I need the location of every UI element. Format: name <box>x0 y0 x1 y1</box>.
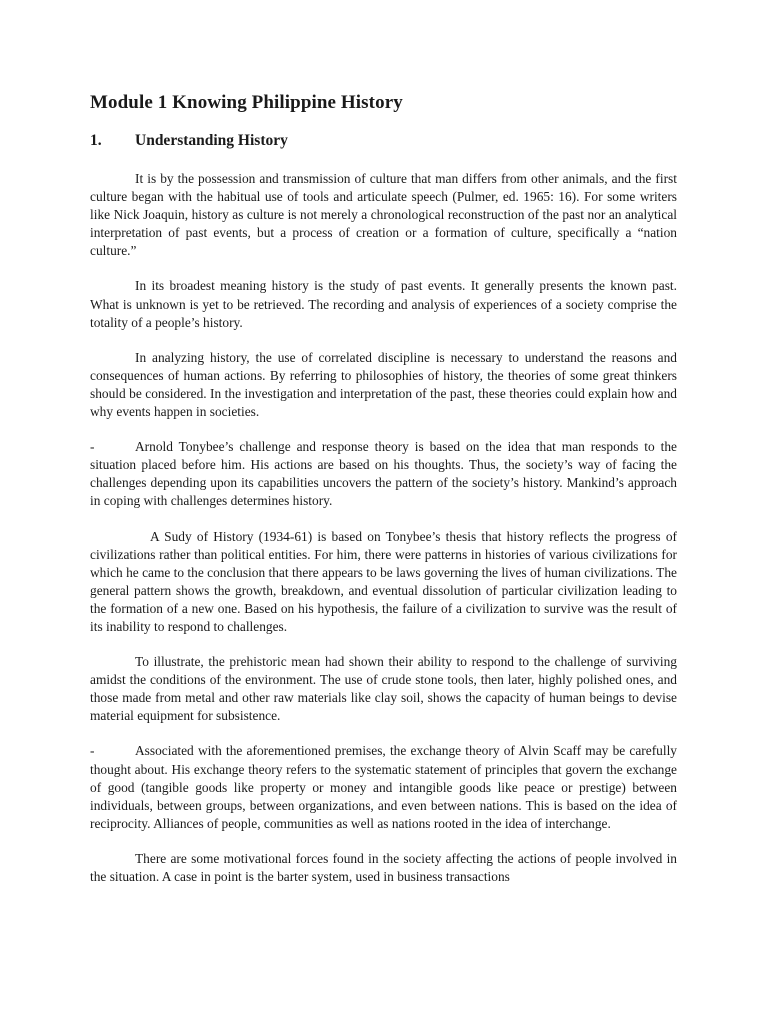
module-title: Module 1 Knowing Philippine History <box>90 92 403 113</box>
bullet-dash: - <box>90 743 95 759</box>
paragraph-study-of-history: A Sudy of History (1934-61) is based on Tonybee’s thesis that history reflects the progress of civilizations rather than political entities. For him, there were patterns in histories of various civilizations for which he came to the conclusion that there appears to be laws governing the lives of human civilizations. The general pattern shows the growth, breakdown, and eventual dissolution of particular civilization leading to the formation of a new one. Based on his hypothesis, the failure of a civilization to survive was the result of its inability to respond to challenges. <box>90 528 677 634</box>
section-title: Understanding History <box>135 132 288 149</box>
paragraph-broadest-meaning: In its broadest meaning history is the study of past events. It generally presents the known past. What is unknown is yet to be retrieved. The recording and analysis of experiences of a society comprise the totality of a people’s history. <box>90 278 677 330</box>
bullet-dash: - <box>90 439 95 455</box>
paragraph-motivational-forces: There are some motivational forces found in the society affecting the actions of people involved in the situation. A case in point is the barter system, used in business transactions <box>90 850 677 884</box>
paragraph-prehistoric: To illustrate, the prehistoric mean had shown their ability to respond to the challenge of surviving amidst the conditions of the environment. The use of crude stone tools, then later, highly polished ones, and those made from metal and other raw materials like clay soil, shows the capacity of human beings to devise material equipment for subsistence. <box>90 654 677 724</box>
paragraph-text: Arnold Tonybee’s challenge and response theory is based on the idea that man responds to the situation placed before him. His actions are based on his thoughts. Thus, the society’s way of facing the challenges depending upon its capabilities uncovers the pattern of the society’s history. Mankind’s approach in coping with challenges determines history. <box>90 439 677 509</box>
paragraph-analyzing-history: In analyzing history, the use of correlated discipline is necessary to understand the reasons and consequences of human actions. By referring to philosophies of history, the theories of some great thinkers should be considered. In the investigation and interpretation of the past, these theories could explain how and why events happen in societies. <box>90 349 677 420</box>
paragraph-exchange-theory <box>90 742 677 832</box>
paragraph-culture: It is by the possession and transmission of culture that man differs from other animals, and the first culture began with the habitual use of tools and articulate speech (Pulmer, ed. 1965: 16). For some writers like Nick Joaquin, history as culture is not merely a chronological reconstruction of the past nor an analytical interpretation of past events, but a process of creation or a formation of culture, specifically a “nation culture.” <box>90 171 677 259</box>
section-number: 1. <box>90 132 102 149</box>
paragraph-text: Associated with the aforementioned premises, the exchange theory of Alvin Scaff may be carefully thought about. His exchange theory refers to the systematic statement of principles that govern the exchange of good (tangible goods like property or money and intangible goods like peace or prestige) between individuals, between groups, between organizations, and even between nations. This is based on the idea of reciprocity. Alliances of people, communities as well as nations rooted in the idea of interchange. <box>90 743 677 831</box>
section-heading <box>90 132 677 150</box>
document-page <box>90 92 677 903</box>
paragraph-toynbee-theory <box>90 438 677 510</box>
